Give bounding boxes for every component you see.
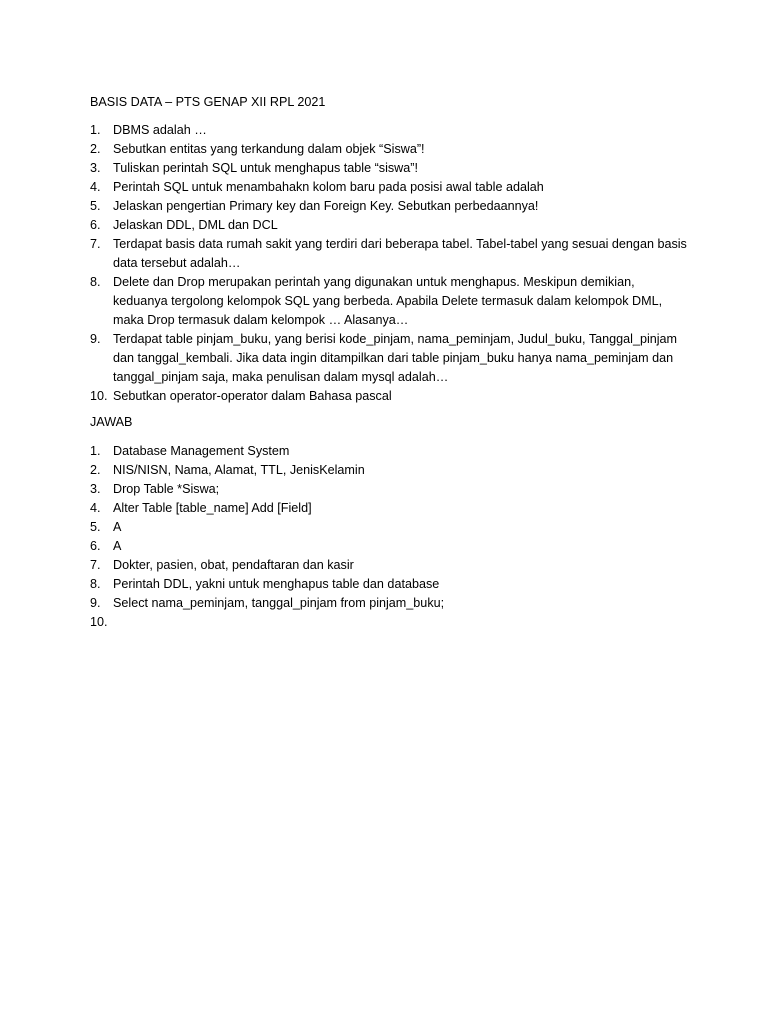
- answer-item: [90, 442, 690, 461]
- answer-text: Alter Table [table_name] Add [Field]: [113, 501, 312, 515]
- question-item: [90, 178, 690, 197]
- question-item: [90, 273, 690, 330]
- answer-item: [90, 594, 690, 613]
- question-text: DBMS adalah …: [113, 123, 207, 137]
- question-text: Jelaskan pengertian Primary key dan Foreign Key. Sebutkan perbedaannya!: [113, 199, 539, 213]
- question-text: Terdapat table pinjam_buku, yang berisi kode_pinjam, nama_peminjam, Judul_buku, Tanggal_pinjam dan tanggal_kembali. Jika data ingin ditampilkan dari table pinjam_buku hanya nama_peminjam dan tanggal_pinjam saja, maka penulisan dalam mysql adalah…: [113, 332, 678, 384]
- question-item: [90, 159, 690, 178]
- answer-item: [90, 499, 690, 518]
- answer-number: 8.: [90, 577, 101, 591]
- answer-text: Drop Table *Siswa;: [113, 482, 220, 496]
- question-number: 2.: [90, 142, 101, 156]
- question-text: Sebutkan operator-operator dalam Bahasa pascal: [113, 389, 392, 403]
- answer-text: Dokter, pasien, obat, pendaftaran dan kasir: [113, 558, 354, 572]
- answer-text: Database Management System: [113, 444, 290, 458]
- answer-item: [90, 518, 690, 537]
- answer-text: NIS/NISN, Nama, Alamat, TTL, JenisKelamin: [113, 463, 365, 477]
- answer-text: Select nama_peminjam, tanggal_pinjam from pinjam_buku;: [113, 596, 445, 610]
- answer-item: [90, 556, 690, 575]
- question-number: 3.: [90, 161, 101, 175]
- question-number: 5.: [90, 199, 101, 213]
- question-text: Jelaskan DDL, DML dan DCL: [113, 218, 278, 232]
- question-number: 9.: [90, 332, 101, 346]
- question-text: Delete dan Drop merupakan perintah yang digunakan untuk menghapus. Meskipun demikian, keduanya tergolong kelompok SQL yang berbeda. Apabila Delete termasuk dalam kelompok DML, maka Drop termasuk dalam kelompok … Alasanya…: [113, 275, 663, 327]
- question-item: [90, 387, 690, 406]
- answer-text: A: [113, 520, 122, 534]
- answer-number: 5.: [90, 520, 101, 534]
- question-text: Perintah SQL untuk menambahakn kolom baru pada posisi awal table adalah: [113, 180, 544, 194]
- question-number: 4.: [90, 180, 101, 194]
- answer-text: Perintah DDL, yakni untuk menghapus table dan database: [113, 577, 440, 591]
- question-item: [90, 235, 690, 273]
- answer-number: 6.: [90, 539, 101, 553]
- question-item: [90, 140, 690, 159]
- question-number: 1.: [90, 123, 101, 137]
- answer-number: 2.: [90, 463, 101, 477]
- answer-number: 10.: [90, 615, 108, 629]
- question-number: 10.: [90, 389, 108, 403]
- answer-number: 3.: [90, 482, 101, 496]
- answer-number: 7.: [90, 558, 101, 572]
- answer-item: [90, 537, 690, 556]
- answer-number: 9.: [90, 596, 101, 610]
- answer-item: [90, 575, 690, 594]
- question-item: [90, 121, 690, 140]
- question-item: [90, 197, 690, 216]
- answer-number: 4.: [90, 501, 101, 515]
- question-item: [90, 216, 690, 235]
- question-text: Tuliskan perintah SQL untuk menghapus table “siswa”!: [113, 161, 418, 175]
- question-number: 8.: [90, 275, 101, 289]
- answer-number: 1.: [90, 444, 101, 458]
- question-text: Terdapat basis data rumah sakit yang terdiri dari beberapa tabel. Tabel-tabel yang sesuai dengan basis data tersebut adalah…: [113, 237, 687, 270]
- answer-item: [90, 480, 690, 499]
- answer-text: A: [113, 539, 122, 553]
- document-title: BASIS DATA – PTS GENAP XII RPL 2021: [90, 95, 326, 109]
- answers-heading: JAWAB: [90, 415, 133, 429]
- answer-list: [90, 442, 690, 629]
- question-item: [90, 330, 690, 387]
- question-number: 6.: [90, 218, 101, 232]
- question-text: Sebutkan entitas yang terkandung dalam objek “Siswa”!: [113, 142, 425, 156]
- answer-item: [90, 461, 690, 480]
- question-list: [90, 121, 690, 406]
- question-number: 7.: [90, 237, 101, 251]
